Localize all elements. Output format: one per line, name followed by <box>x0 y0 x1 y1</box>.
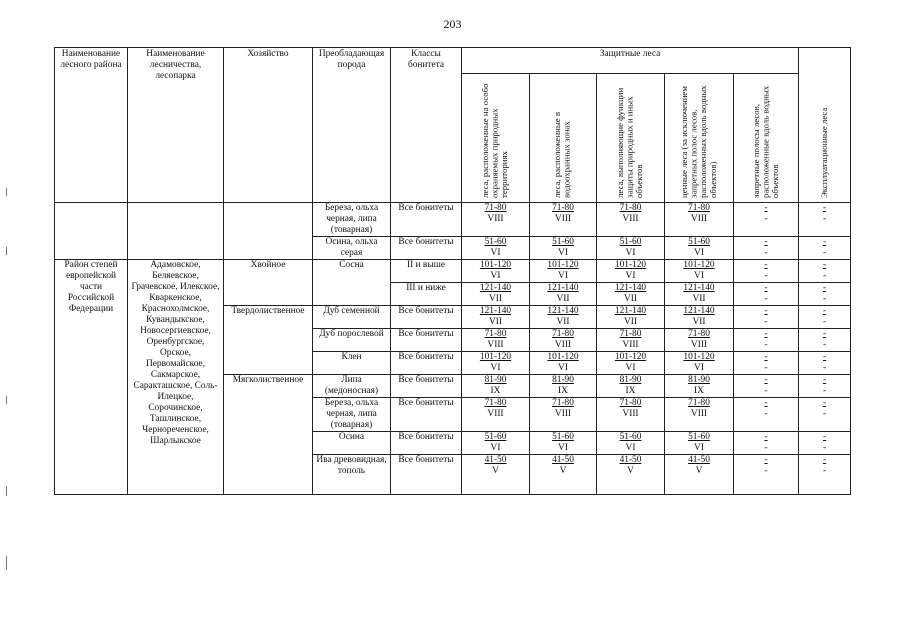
dash-cell: - - <box>799 455 851 495</box>
age-cell: 81-90 IX <box>665 375 734 398</box>
scan-edge-mark <box>6 188 7 196</box>
age-cell: 71-80 VIII <box>462 203 530 237</box>
age-cell: 101-120 VI <box>597 352 665 375</box>
age-cell: 51-60 VI <box>665 432 734 455</box>
scan-edge-mark <box>6 486 7 496</box>
age-cell: 121-140 VII <box>597 306 665 329</box>
bonitet-cell: Все бонитеты <box>391 432 462 455</box>
bonitet-cell: Все бонитеты <box>391 455 462 495</box>
header-sub-valuable: ценные леса (за исключением запретных полос лесов, расположенных вдоль водных объектов) <box>665 74 734 203</box>
bonitet-cell: Все бонитеты <box>391 352 462 375</box>
economy-cell: Твердолиственное <box>224 306 313 375</box>
age-cell: 101-120 VI <box>530 352 597 375</box>
dash-cell: - - <box>799 375 851 398</box>
age-cell: 121-140 VII <box>462 283 530 306</box>
age-cell: 71-80 VIII <box>462 329 530 352</box>
age-cell: 71-80 VIII <box>665 203 734 237</box>
age-cell: 51-60 VI <box>597 237 665 260</box>
age-cell: 71-80 VIII <box>597 329 665 352</box>
dash-cell: - - <box>734 329 799 352</box>
age-cell: 101-120 VI <box>665 260 734 283</box>
age-cell: 121-140 VII <box>530 306 597 329</box>
economy-cell: Мягколиственное <box>224 375 313 495</box>
scan-edge-mark <box>6 396 7 404</box>
age-cell: 71-80 VIII <box>597 398 665 432</box>
dash-cell: - - <box>734 306 799 329</box>
age-cell: 101-120 VI <box>665 352 734 375</box>
age-cell: 71-80 VIII <box>665 329 734 352</box>
species-cell: Дуб порослевой <box>313 329 391 352</box>
scan-edge-mark <box>6 247 7 255</box>
economy-cell: Хвойное <box>224 260 313 306</box>
age-cell: 71-80 VIII <box>530 203 597 237</box>
species-cell: Сосна <box>313 260 391 306</box>
region-name-cell: Район степей европейской части Российской Федерации <box>55 260 128 495</box>
species-cell: Дуб семенной <box>313 306 391 329</box>
bonitet-cell: Все бонитеты <box>391 375 462 398</box>
empty-cell <box>128 203 224 260</box>
dash-cell: - - <box>734 375 799 398</box>
species-cell: Береза, ольха черная, липа (товарная) <box>313 398 391 432</box>
species-cell: Липа (медоносная) <box>313 375 391 398</box>
age-cell: 71-80 VIII <box>462 398 530 432</box>
age-cell: 101-120 VI <box>462 352 530 375</box>
dash-cell: - - <box>734 283 799 306</box>
age-cell: 71-80 VIII <box>665 398 734 432</box>
bonitet-cell: Все бонитеты <box>391 203 462 237</box>
species-cell: Береза, ольха черная, липа (товарная) <box>313 203 391 237</box>
age-cell: 121-140 VII <box>665 306 734 329</box>
species-cell: Осина, ольха серая <box>313 237 391 260</box>
age-cell: 51-60 VI <box>530 237 597 260</box>
age-cell: 41-50 V <box>530 455 597 495</box>
age-cell: 51-60 VI <box>597 432 665 455</box>
bonitet-cell: Все бонитеты <box>391 237 462 260</box>
age-cell: 121-140 VII <box>462 306 530 329</box>
age-cell: 121-140 VII <box>530 283 597 306</box>
empty-cell <box>55 203 128 260</box>
table-row <box>55 260 851 283</box>
dash-cell: - - <box>799 203 851 237</box>
dash-cell: - - <box>734 432 799 455</box>
dash-cell: - - <box>734 352 799 375</box>
table-row <box>55 203 851 237</box>
header-species: Преобладающая порода <box>313 48 391 203</box>
dash-cell: - - <box>799 237 851 260</box>
header-sub-strips: запретные полосы лесов, расположенные вдоль водных объектов <box>734 74 799 203</box>
dash-cell: - - <box>734 203 799 237</box>
age-cell: 41-50 V <box>597 455 665 495</box>
forestry-list-cell: Адамовское, Беляевское, Грачевское, Илекское, Кваркенское, Краснохолмское, Кувандыкское, Новосергиевское, Оренбургское, Орское, Первомайское, Сакмарское, Саракташское, Соль-Илецкое, Сорочинское, Ташлинское, Чернореченское, Шарлыкское <box>128 260 224 495</box>
dash-cell: - - <box>799 260 851 283</box>
empty-cell <box>224 203 313 260</box>
dash-cell: - - <box>799 432 851 455</box>
header-bonitet: Классы бонитета <box>391 48 462 203</box>
age-cell: 71-80 VIII <box>530 398 597 432</box>
age-cell: 81-90 IX <box>530 375 597 398</box>
dash-cell: - - <box>799 329 851 352</box>
species-cell: Ива древовидная, тополь <box>313 455 391 495</box>
header-region: Наименование лесного района <box>55 48 128 203</box>
age-cell: 101-120 VI <box>462 260 530 283</box>
age-cell: 101-120 VI <box>597 260 665 283</box>
dash-cell: - - <box>734 237 799 260</box>
header-protective: Защитные леса <box>462 48 799 74</box>
forest-age-table <box>54 47 851 495</box>
age-cell: 71-80 VIII <box>530 329 597 352</box>
age-cell: 41-50 V <box>665 455 734 495</box>
dash-cell: - - <box>799 398 851 432</box>
header-sub-oopt: леса, расположенные на особо охраняемых природных территориях <box>462 74 530 203</box>
header-sub-water: леса, расположенные в водоохранных зонах <box>530 74 597 203</box>
page-number: 203 <box>443 17 462 31</box>
age-cell: 51-60 VI <box>462 237 530 260</box>
header-forestry: Наименование лесничества, лесопарка <box>128 48 224 203</box>
age-cell: 41-50 V <box>462 455 530 495</box>
dash-cell: - - <box>734 260 799 283</box>
age-cell: 81-90 IX <box>462 375 530 398</box>
age-cell: 81-90 IX <box>597 375 665 398</box>
header-sub-protect: леса, выполняющие функции защиты природных и иных объектов <box>597 74 665 203</box>
bonitet-cell: II и выше <box>391 260 462 283</box>
species-cell: Осина <box>313 432 391 455</box>
dash-cell: - - <box>799 283 851 306</box>
age-cell: 101-120 VI <box>530 260 597 283</box>
dash-cell: - - <box>734 455 799 495</box>
bonitet-cell: III и ниже <box>391 283 462 306</box>
scan-edge-mark <box>6 556 7 570</box>
dash-cell: - - <box>799 306 851 329</box>
age-cell: 71-80 VIII <box>597 203 665 237</box>
bonitet-cell: Все бонитеты <box>391 398 462 432</box>
age-cell: 51-60 VI <box>530 432 597 455</box>
bonitet-cell: Все бонитеты <box>391 306 462 329</box>
dash-cell: - - <box>734 398 799 432</box>
age-cell: 121-140 VII <box>665 283 734 306</box>
bonitet-cell: Все бонитеты <box>391 329 462 352</box>
age-cell: 51-60 VI <box>665 237 734 260</box>
header-exploitation: Эксплуатационные леса <box>799 48 851 203</box>
age-cell: 121-140 VII <box>597 283 665 306</box>
species-cell: Клен <box>313 352 391 375</box>
age-cell: 51-60 VI <box>462 432 530 455</box>
dash-cell: - - <box>799 352 851 375</box>
header-economy: Хозяйство <box>224 48 313 203</box>
